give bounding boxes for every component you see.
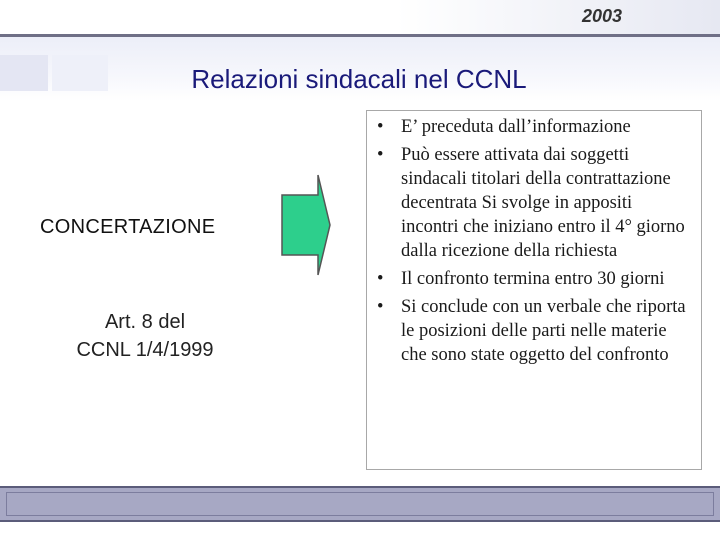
- bullet-text: E’ preceduta dall’informazione: [401, 117, 631, 137]
- footer-inner-frame: [6, 492, 714, 516]
- bullet-icon: •: [377, 117, 384, 137]
- bullet-icon: •: [377, 145, 384, 165]
- footer-bar: [0, 486, 720, 522]
- bullet-text: Si conclude con un verbale che riporta le posizioni delle parti nelle materie che sono state oggetto del confronto: [401, 297, 686, 365]
- bullet-list: [367, 111, 701, 367]
- bullet-icon: •: [377, 269, 384, 289]
- bullet-text: Il confronto termina entro 30 giorni: [401, 269, 665, 289]
- right-arrow-icon: [280, 173, 332, 277]
- bullet-item: [377, 143, 693, 263]
- slide-title: Relazioni sindacali nel CCNL: [191, 64, 527, 94]
- bullet-item: [377, 295, 693, 367]
- article-reference: [40, 308, 250, 364]
- article-line: Art. 8 del: [104, 311, 186, 333]
- article-line: CCNL 1/4/1999: [76, 339, 214, 361]
- bullet-text: Può essere attivata dai soggetti sindacali titolari della contrattazione decentrata Si svolge in appositi incontri che iniziano entro il 4° giorno dalla ricezione della richiesta: [401, 145, 685, 261]
- bullet-icon: •: [377, 297, 384, 317]
- bullet-item: [377, 115, 693, 139]
- bullet-item: [377, 267, 693, 291]
- concertazione-label: CONCERTAZIONE: [40, 216, 216, 238]
- year-label: 2003: [581, 6, 622, 26]
- bullet-panel: [366, 110, 702, 470]
- arrow-shape: [282, 175, 330, 275]
